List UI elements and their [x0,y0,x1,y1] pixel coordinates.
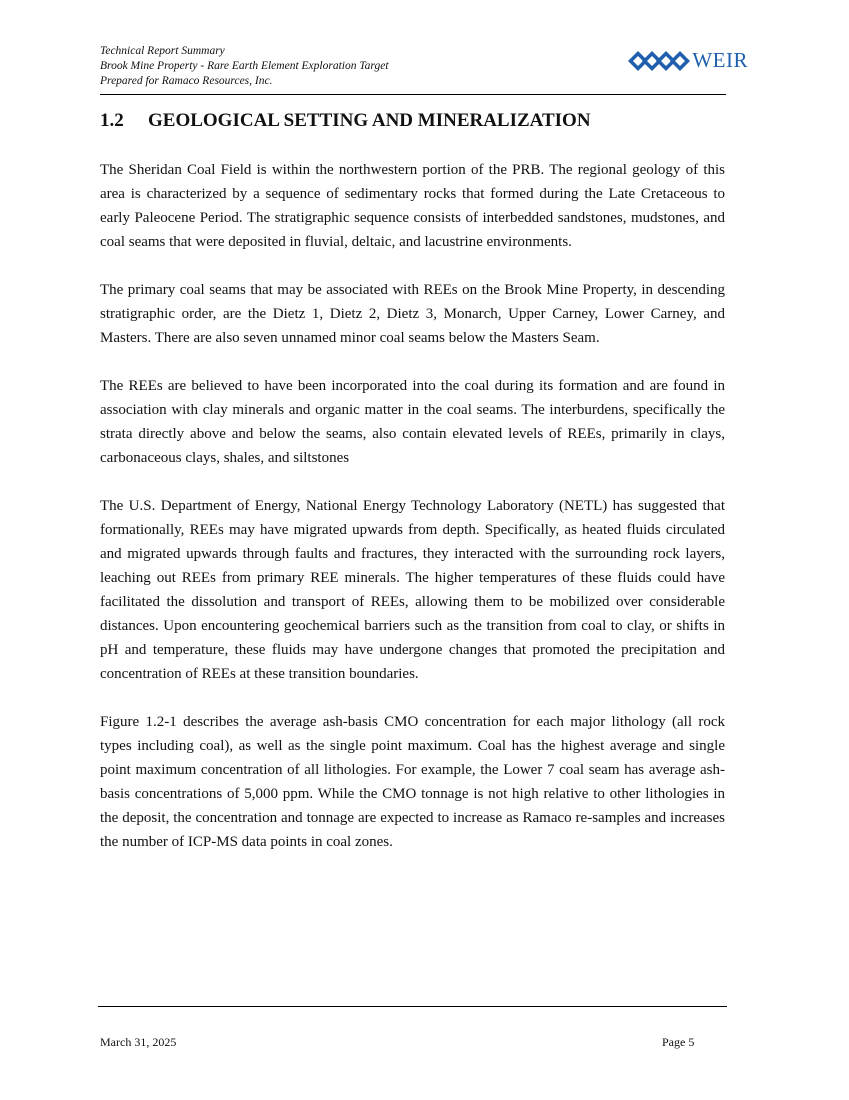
paragraph-ree-incorporation: The REEs are believed to have been incorporated into the coal during its formation and are found in association with clay minerals and organic matter in the coal seams. The interburdens, specifically the strata directly above and below the seams, also contain elevated levels of REEs, primarily in clays, carbonaceous clays, shales, and siltstones [100,378,725,466]
paragraph-coal-seams: The primary coal seams that may be associated with REEs on the Brook Mine Property, in descending stratigraphic order, are the Dietz 1, Dietz 2, Dietz 3, Monarch, Upper Carney, Lower Carney, and Masters. There are also seven unnamed minor coal seams below the Masters Seam. [100,282,725,346]
footer-date: March 31, 2025 [100,1035,177,1049]
paragraph-netl-migration: The U.S. Department of Energy, National Energy Technology Laboratory (NETL) has suggested that formationally, REEs may have migrated upwards from depth. Specifically, as heated fluids circulated and migrated upwards through faults and fractures, they interacted with the surrounding rock layers, leaching out REEs from primary REE minerals. The higher temperatures of these fluids could have facilitated the dissolution and transport of REEs, allowing them to be mobilized over considerable distances. Upon encountering geochemical barriers such as the transition from coal to clay, or shifts in pH and temperature, these fluids may have undergone changes that promoted the precipitation and concentration of REEs at these transition boundaries. [100,498,725,682]
footer-page-number: Page 5 [662,1035,695,1049]
paragraph-regional-geology: The Sheridan Coal Field is within the northwestern portion of the PRB. The regional geology of this area is characterized by a sequence of sedimentary rocks that formed during the Late Cretaceous to early Paleocene Period. The stratigraphic sequence consists of interbedded sandstones, mudstones, and coal seams that were deposited in fluvial, deltaic, and lacustrine environments. [100,162,725,250]
header-report-subject: Brook Mine Property - Rare Earth Element Exploration Target [100,60,389,72]
header-report-type: Technical Report Summary [100,45,225,57]
logo-wordmark: WEIR [692,48,748,72]
page-header [100,44,748,95]
section-title: GEOLOGICAL SETTING AND MINERALIZATION [148,110,591,131]
section-heading [100,110,591,132]
header-text-block [100,44,389,89]
paragraph-cmo-concentration: Figure 1.2-1 describes the average ash-basis CMO concentration for each major lithology (all rock types including coal), as well as the single point maximum. Coal has the highest average and single point maximum concentration of all lithologies. For example, the Lower 7 coal seam has average ash-basis concentrations of 5,000 ppm. While the CMO tonnage is not high relative to other lithologies in the deposit, the concentration and tonnage are expected to increase as Ramaco re-samples and increases the number of ICP-MS data points in coal zones. [100,714,725,850]
section-number: 1.2 [100,110,124,131]
footer-divider [98,1006,727,1007]
weir-logo [628,48,748,73]
chevron-diamonds-icon [628,50,690,72]
header-prepared-for: Prepared for Ramaco Resources, Inc. [100,75,273,87]
body-content [100,158,725,878]
